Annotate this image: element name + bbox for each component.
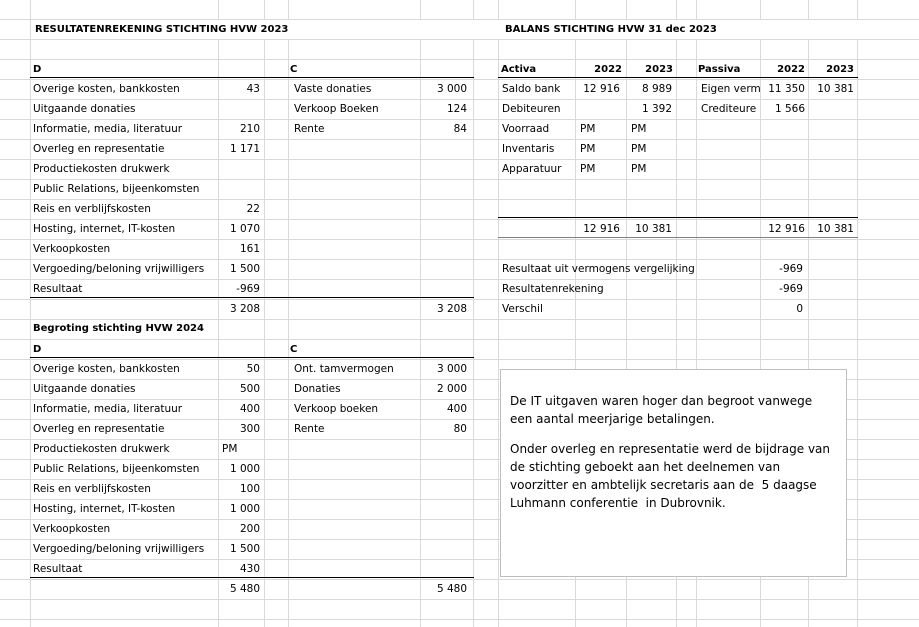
row-label: Verkoopkosten: [33, 523, 111, 535]
row-value: 1 500: [229, 543, 260, 555]
header-rule: [30, 77, 474, 78]
total-rule: [30, 297, 474, 298]
row-label: Informatie, media, literatuur: [33, 123, 183, 135]
row-value: -969: [779, 263, 803, 275]
year-header: 2023: [645, 64, 673, 75]
row-value: -969: [779, 283, 803, 295]
row-value: 3 000: [436, 363, 467, 375]
row-value: 22: [246, 203, 260, 215]
row-label: Apparatuur: [502, 163, 562, 175]
row-label: Verkoop boeken: [294, 403, 379, 415]
grid-line: [288, 0, 289, 627]
row-label: Public Relations, bijeenkomsten: [33, 183, 200, 195]
row-value: PM: [631, 123, 647, 135]
row-label: Donaties: [294, 383, 341, 395]
grid-line: [857, 0, 858, 627]
activa-header: Activa: [501, 64, 537, 75]
grid-line: [30, 0, 31, 627]
row-value: 161: [239, 243, 260, 255]
row-value: 11 350: [768, 83, 805, 95]
row-label: Uitgaande donaties: [33, 383, 136, 395]
row-value: 12 916: [583, 83, 620, 95]
row-label: Vergoeding/beloning vrijwilligers: [33, 263, 205, 275]
row-label: Reis en verblijfskosten: [33, 483, 151, 495]
row-label: Inventaris: [502, 143, 555, 155]
row-value: 1 566: [774, 103, 805, 115]
row-value: 1 171: [229, 143, 260, 155]
passiva-total-2022: 12 916: [768, 223, 805, 235]
row-label: Crediteure: [701, 103, 757, 115]
row-label: Debiteuren: [502, 103, 561, 115]
row-label: Hosting, internet, IT-kosten: [33, 503, 176, 515]
row-label: Productiekosten drukwerk: [33, 443, 170, 455]
balans-title: BALANS STICHTING HVW 31 dec 2023: [505, 24, 717, 35]
row-label: Public Relations, bijeenkomsten: [33, 463, 200, 475]
row-label: Overige kosten, bankkosten: [33, 363, 180, 375]
row-label: Rente: [294, 123, 325, 135]
row-label: Vaste donaties: [294, 83, 372, 95]
grid-line: [498, 0, 499, 627]
resultaten-d-total: 3 208: [229, 303, 260, 315]
row-value: 430: [239, 563, 260, 575]
note-spacer: [510, 428, 838, 440]
row-label: Productiekosten drukwerk: [33, 163, 170, 175]
row-value: 50: [246, 363, 260, 375]
year-header: 2023: [826, 64, 854, 75]
total-rule: [30, 577, 474, 578]
row-value: 1 000: [229, 503, 260, 515]
row-value: 400: [446, 403, 467, 415]
row-label: Resultaat: [33, 563, 83, 575]
row-label: Overige kosten, bankkosten: [33, 83, 180, 95]
row-label: Verkoop Boeken: [294, 103, 379, 115]
note-textbox[interactable]: [500, 369, 847, 577]
row-value: 1 000: [229, 463, 260, 475]
resultaten-c-total: 3 208: [436, 303, 467, 315]
row-label: Vergoeding/beloning vrijwilligers: [33, 543, 205, 555]
year-header: 2022: [777, 64, 805, 75]
row-label: Rente: [294, 423, 325, 435]
row-value: -969: [236, 283, 260, 295]
total-rule: [498, 217, 858, 218]
row-value: 43: [246, 83, 260, 95]
row-value: 210: [239, 123, 260, 135]
row-value: PM: [580, 143, 596, 155]
row-label: Overleg en representatie: [33, 143, 165, 155]
row-value: 2 000: [436, 383, 467, 395]
header-rule: [498, 77, 858, 78]
begroting-d-total: 5 480: [229, 583, 260, 595]
row-value: PM: [222, 443, 238, 455]
row-label: Verkoopkosten: [33, 243, 111, 255]
note-paragraph-1: De IT uitgaven waren hoger dan begroot vanwege een aantal meerjarige betalingen.: [510, 394, 816, 426]
row-value: PM: [580, 123, 596, 135]
year-header: 2022: [594, 64, 622, 75]
total-underline: [498, 237, 858, 238]
row-value: 8 989: [641, 83, 672, 95]
row-value: 500: [239, 383, 260, 395]
header-rule: [30, 357, 474, 358]
row-label: Voorraad: [502, 123, 550, 135]
begroting-d-header: D: [33, 344, 42, 355]
row-value: 1 392: [641, 103, 672, 115]
begroting-c-header: C: [290, 344, 298, 355]
grid-line: [473, 0, 474, 627]
begroting-title: Begroting stichting HVW 2024: [33, 323, 204, 334]
resultaten-d-header: D: [33, 64, 42, 75]
row-label: Eigen verm: [701, 83, 761, 95]
activa-total-2022: 12 916: [583, 223, 620, 235]
row-value: 3 000: [436, 83, 467, 95]
row-value: 100: [239, 483, 260, 495]
passiva-total-2023: 10 381: [817, 223, 854, 235]
row-label: Resultaat uit vermogens vergelijking: [502, 263, 695, 275]
begroting-c-total: 5 480: [436, 583, 467, 595]
row-value: 400: [239, 403, 260, 415]
row-label: Resultaat: [33, 283, 83, 295]
resultaten-title: RESULTATENREKENING STICHTING HVW 2023: [35, 24, 289, 35]
row-value: 0: [796, 303, 803, 315]
row-value: PM: [631, 143, 647, 155]
row-label: Verschil: [502, 303, 543, 315]
row-label: Ont. tamvermogen: [294, 363, 394, 375]
row-label: Hosting, internet, IT-kosten: [33, 223, 176, 235]
row-value: 1 500: [229, 263, 260, 275]
grid-line: [264, 0, 265, 627]
row-label: Overleg en representatie: [33, 423, 165, 435]
row-label: Uitgaande donaties: [33, 103, 136, 115]
row-value: 84: [453, 123, 467, 135]
passiva-header: Passiva: [698, 64, 741, 75]
row-value: PM: [631, 163, 647, 175]
activa-total-2023: 10 381: [635, 223, 672, 235]
row-value: 10 381: [817, 83, 854, 95]
row-value: 124: [446, 103, 467, 115]
row-value: 80: [453, 423, 467, 435]
row-label: Reis en verblijfskosten: [33, 203, 151, 215]
row-label: Saldo bank: [502, 83, 561, 95]
row-value: 1 070: [229, 223, 260, 235]
resultaten-c-header: C: [290, 64, 298, 75]
row-value: PM: [580, 163, 596, 175]
row-value: 200: [239, 523, 260, 535]
row-label: Informatie, media, literatuur: [33, 403, 183, 415]
note-paragraph-2: Onder overleg en representatie werd de bijdrage van de stichting geboekt aan het deelnemen van voorzitter en ambtelijk secretaris aan de 5 daagse Luhmann conferentie in Dubrovnik.: [510, 442, 834, 510]
row-label: Resultatenrekening: [502, 283, 604, 295]
row-value: 300: [239, 423, 260, 435]
